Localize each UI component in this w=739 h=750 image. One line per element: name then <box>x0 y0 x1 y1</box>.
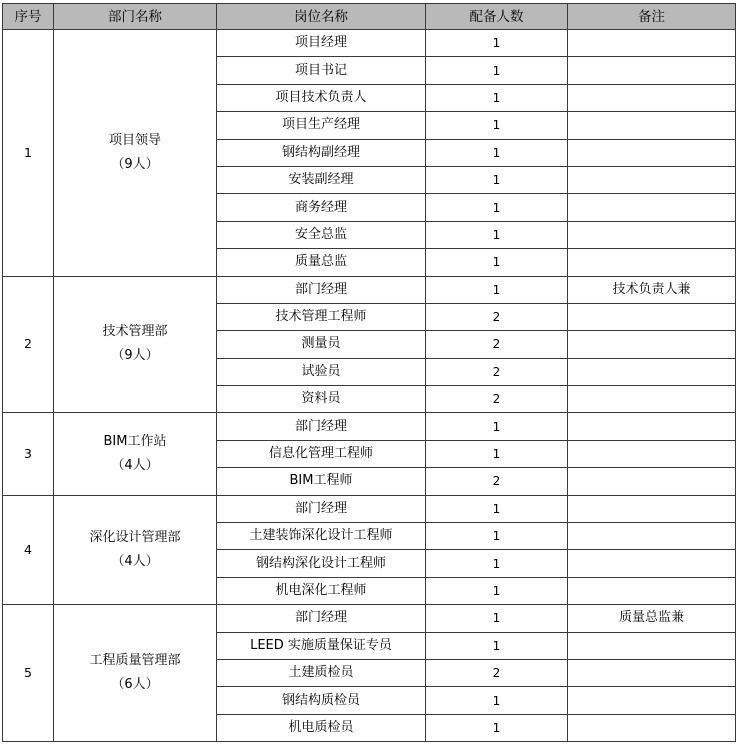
count-cell: 1 <box>426 687 568 714</box>
table-row <box>3 276 736 303</box>
remark-cell <box>568 413 736 440</box>
count-cell: 1 <box>426 221 568 248</box>
dept-count: （6人） <box>111 677 159 693</box>
seq-cell: 2 <box>3 276 54 413</box>
count-cell: 2 <box>426 386 568 413</box>
count-cell: 1 <box>426 413 568 440</box>
remark-cell <box>568 386 736 413</box>
position-cell: 质量总监 <box>217 249 426 276</box>
position-cell: 试验员 <box>217 358 426 385</box>
position-cell: 土建装饰深化设计工程师 <box>217 523 426 550</box>
staffing-table <box>2 3 736 742</box>
count-cell: 2 <box>426 331 568 358</box>
count-cell: 1 <box>426 605 568 632</box>
position-cell: 项目经理 <box>217 30 426 57</box>
position-cell: 商务经理 <box>217 194 426 221</box>
position-cell: 部门经理 <box>217 605 426 632</box>
remark-cell <box>568 577 736 604</box>
dept-cell <box>54 605 217 742</box>
count-cell: 1 <box>426 276 568 303</box>
header-remark: 备注 <box>568 4 736 30</box>
remark-cell <box>568 358 736 385</box>
position-cell: 机电深化工程师 <box>217 577 426 604</box>
position-cell: 部门经理 <box>217 495 426 522</box>
dept-count: （4人） <box>111 553 159 569</box>
position-cell: 信息化管理工程师 <box>217 440 426 467</box>
remark-cell <box>568 468 736 495</box>
count-cell: 2 <box>426 303 568 330</box>
count-cell: 2 <box>426 468 568 495</box>
seq-cell: 4 <box>3 495 54 605</box>
dept-count: （9人） <box>111 348 159 364</box>
count-cell: 1 <box>426 632 568 659</box>
position-cell: 钢结构质检员 <box>217 687 426 714</box>
count-cell: 1 <box>426 714 568 741</box>
count-cell: 1 <box>426 495 568 522</box>
position-cell: 土建质检员 <box>217 659 426 686</box>
dept-cell <box>54 495 217 605</box>
remark-cell <box>568 495 736 522</box>
dept-count: （9人） <box>111 156 159 172</box>
dept-name: 技术管理部 <box>102 324 168 340</box>
position-cell: 部门经理 <box>217 276 426 303</box>
remark-cell <box>568 112 736 139</box>
position-cell: 安装副经理 <box>217 166 426 193</box>
count-cell: 2 <box>426 659 568 686</box>
position-cell: 技术管理工程师 <box>217 303 426 330</box>
count-cell: 1 <box>426 577 568 604</box>
remark-cell <box>568 659 736 686</box>
count-cell: 1 <box>426 523 568 550</box>
remark-cell <box>568 440 736 467</box>
count-cell: 1 <box>426 112 568 139</box>
position-cell: 项目书记 <box>217 57 426 84</box>
seq-cell: 3 <box>3 413 54 495</box>
dept-cell <box>54 30 217 277</box>
position-cell: 机电质检员 <box>217 714 426 741</box>
remark-cell <box>568 303 736 330</box>
position-cell: 钢结构深化设计工程师 <box>217 550 426 577</box>
position-cell: BIM工程师 <box>217 468 426 495</box>
remark-cell <box>568 166 736 193</box>
dept-cell <box>54 276 217 413</box>
position-cell: 钢结构副经理 <box>217 139 426 166</box>
remark-cell <box>568 550 736 577</box>
dept-name: 项目领导 <box>108 132 161 148</box>
remark-cell: 质量总监兼 <box>568 605 736 632</box>
count-cell: 1 <box>426 550 568 577</box>
remark-cell <box>568 194 736 221</box>
dept-name: BIM工作站 <box>103 434 167 450</box>
remark-cell <box>568 139 736 166</box>
dept-cell <box>54 413 217 495</box>
count-cell: 1 <box>426 57 568 84</box>
count-cell: 2 <box>426 358 568 385</box>
remark-cell <box>568 30 736 57</box>
position-cell: 测量员 <box>217 331 426 358</box>
remark-cell <box>568 221 736 248</box>
position-cell: 安全总监 <box>217 221 426 248</box>
remark-cell <box>568 331 736 358</box>
position-cell: 部门经理 <box>217 413 426 440</box>
header-position: 岗位名称 <box>217 4 426 30</box>
dept-name: 工程质量管理部 <box>89 653 181 669</box>
count-cell: 1 <box>426 194 568 221</box>
seq-cell: 5 <box>3 605 54 742</box>
table-row <box>3 30 736 57</box>
count-cell: 1 <box>426 440 568 467</box>
remark-cell <box>568 714 736 741</box>
table-row <box>3 413 736 440</box>
remark-cell: 技术负责人兼 <box>568 276 736 303</box>
header-count: 配备人数 <box>426 4 568 30</box>
position-cell: 资料员 <box>217 386 426 413</box>
count-cell: 1 <box>426 166 568 193</box>
count-cell: 1 <box>426 139 568 166</box>
count-cell: 1 <box>426 249 568 276</box>
remark-cell <box>568 57 736 84</box>
remark-cell <box>568 687 736 714</box>
dept-count: （4人） <box>111 458 159 474</box>
count-cell: 1 <box>426 84 568 111</box>
header-seq: 序号 <box>3 4 54 30</box>
count-cell: 1 <box>426 30 568 57</box>
position-cell: LEED 实施质量保证专员 <box>217 632 426 659</box>
header-dept: 部门名称 <box>54 4 217 30</box>
header-row <box>3 4 736 30</box>
table-row <box>3 495 736 522</box>
remark-cell <box>568 249 736 276</box>
remark-cell <box>568 523 736 550</box>
position-cell: 项目技术负责人 <box>217 84 426 111</box>
dept-name: 深化设计管理部 <box>89 529 181 545</box>
seq-cell: 1 <box>3 30 54 277</box>
table-row <box>3 605 736 632</box>
remark-cell <box>568 84 736 111</box>
position-cell: 项目生产经理 <box>217 112 426 139</box>
remark-cell <box>568 632 736 659</box>
